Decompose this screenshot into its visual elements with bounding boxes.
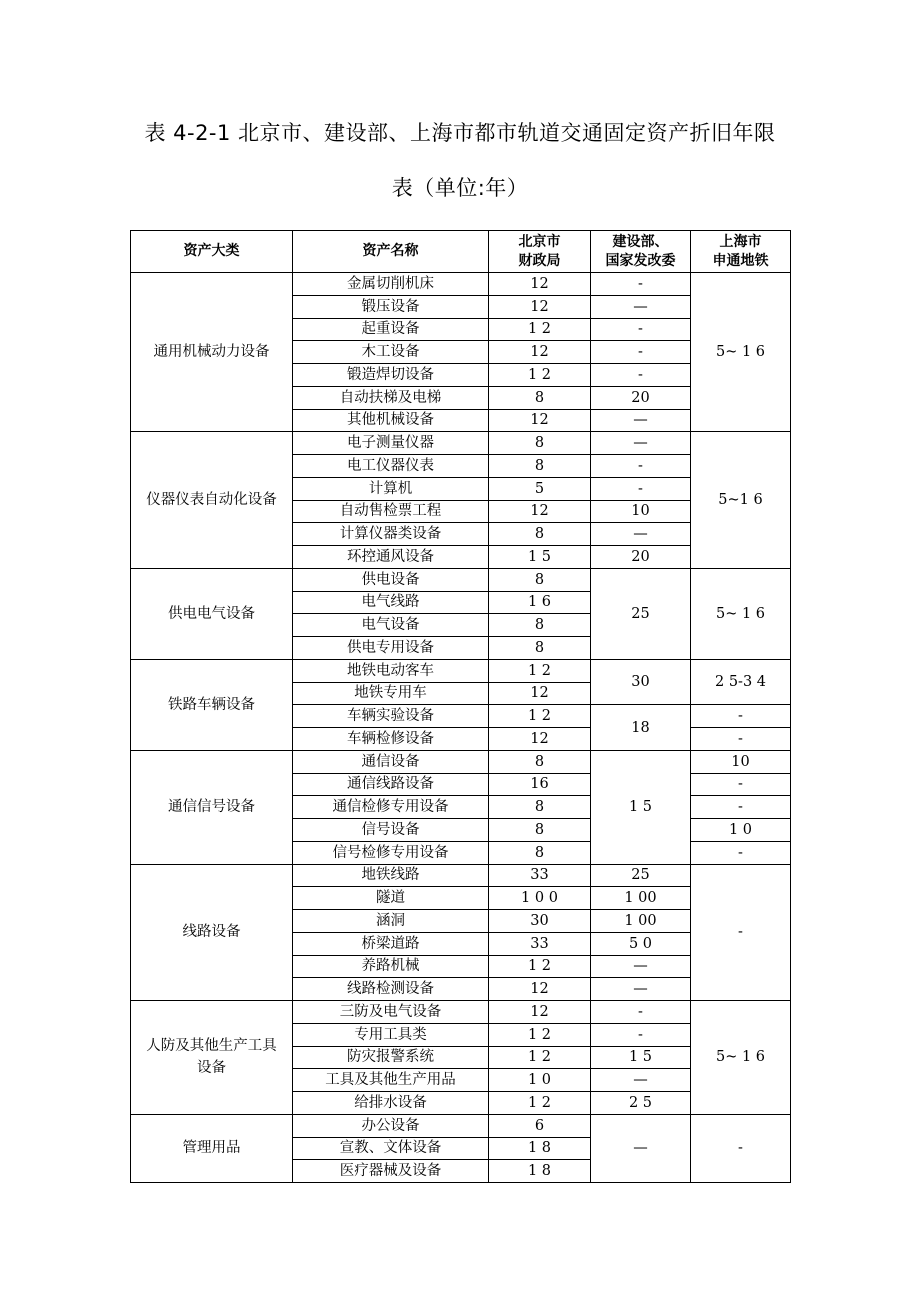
ministry-value-cell: — bbox=[591, 432, 691, 455]
asset-name-cell: 自动扶梯及电梯 bbox=[293, 386, 489, 409]
asset-name-cell: 计算仪器类设备 bbox=[293, 523, 489, 546]
category-cell: 管理用品 bbox=[131, 1114, 293, 1182]
asset-name-cell: 地铁线路 bbox=[293, 864, 489, 887]
asset-name-cell: 锻造焊切设备 bbox=[293, 364, 489, 387]
beijing-value-cell: 1 2 bbox=[489, 364, 591, 387]
shanghai-value-cell: - bbox=[691, 728, 791, 751]
ministry-value-cell: 25 bbox=[591, 568, 691, 659]
asset-name-cell: 给排水设备 bbox=[293, 1092, 489, 1115]
beijing-value-cell: 8 bbox=[489, 637, 591, 660]
shanghai-value-cell: 2 5-3 4 bbox=[691, 659, 791, 705]
header-ministry: 建设部、 国家发改委 bbox=[591, 231, 691, 273]
ministry-value-cell: - bbox=[591, 318, 691, 341]
ministry-value-cell: 1 00 bbox=[591, 910, 691, 933]
beijing-value-cell: 8 bbox=[489, 568, 591, 591]
ministry-value-cell: 30 bbox=[591, 659, 691, 705]
beijing-value-cell: 12 bbox=[489, 682, 591, 705]
asset-name-cell: 通信线路设备 bbox=[293, 773, 489, 796]
ministry-value-cell: 20 bbox=[591, 386, 691, 409]
asset-name-cell: 涵洞 bbox=[293, 910, 489, 933]
asset-name-cell: 专用工具类 bbox=[293, 1023, 489, 1046]
asset-name-cell: 电气线路 bbox=[293, 591, 489, 614]
table-title-line-1: 表 4-2-1 北京市、建设部、上海市都市轨道交通固定资产折旧年限 bbox=[144, 121, 776, 145]
asset-name-cell: 通信检修专用设备 bbox=[293, 796, 489, 819]
asset-name-cell: 防灾报警系统 bbox=[293, 1046, 489, 1069]
header-asset-name: 资产名称 bbox=[293, 231, 489, 273]
asset-name-cell: 办公设备 bbox=[293, 1114, 489, 1137]
shanghai-value-cell: 5~ 1 6 bbox=[691, 273, 791, 432]
table-row bbox=[131, 568, 791, 591]
category-cell: 供电电气设备 bbox=[131, 568, 293, 659]
ministry-value-cell: - bbox=[591, 455, 691, 478]
asset-name-cell: 地铁电动客车 bbox=[293, 659, 489, 682]
asset-name-cell: 电工仪器仪表 bbox=[293, 455, 489, 478]
beijing-value-cell: 1 6 bbox=[489, 591, 591, 614]
beijing-value-cell: 12 bbox=[489, 273, 591, 296]
shanghai-value-cell: 1 0 bbox=[691, 819, 791, 842]
beijing-value-cell: 12 bbox=[489, 409, 591, 432]
asset-name-cell: 线路检测设备 bbox=[293, 978, 489, 1001]
asset-name-cell: 桥梁道路 bbox=[293, 932, 489, 955]
asset-name-cell: 通信设备 bbox=[293, 750, 489, 773]
ministry-value-cell: 1 5 bbox=[591, 1046, 691, 1069]
asset-name-cell: 信号设备 bbox=[293, 819, 489, 842]
ministry-value-cell: 25 bbox=[591, 864, 691, 887]
beijing-value-cell: 6 bbox=[489, 1114, 591, 1137]
beijing-value-cell: 30 bbox=[489, 910, 591, 933]
category-cell: 通用机械动力设备 bbox=[131, 273, 293, 432]
ministry-value-cell: - bbox=[591, 1001, 691, 1024]
ministry-value-cell: - bbox=[591, 273, 691, 296]
ministry-value-cell: 1 00 bbox=[591, 887, 691, 910]
asset-name-cell: 医疗器械及设备 bbox=[293, 1160, 489, 1183]
ministry-value-cell: 20 bbox=[591, 546, 691, 569]
beijing-value-cell: 33 bbox=[489, 864, 591, 887]
beijing-value-cell: 8 bbox=[489, 614, 591, 637]
shanghai-value-cell: 5~ 1 6 bbox=[691, 1001, 791, 1115]
category-cell: 通信信号设备 bbox=[131, 750, 293, 864]
beijing-value-cell: 1 2 bbox=[489, 318, 591, 341]
beijing-value-cell: 1 2 bbox=[489, 1092, 591, 1115]
beijing-value-cell: 1 8 bbox=[489, 1160, 591, 1183]
ministry-value-cell: - bbox=[591, 477, 691, 500]
asset-name-cell: 养路机械 bbox=[293, 955, 489, 978]
asset-name-cell: 三防及电气设备 bbox=[293, 1001, 489, 1024]
asset-name-cell: 供电专用设备 bbox=[293, 637, 489, 660]
asset-name-cell: 锻压设备 bbox=[293, 295, 489, 318]
beijing-value-cell: 8 bbox=[489, 432, 591, 455]
asset-name-cell: 车辆实验设备 bbox=[293, 705, 489, 728]
asset-name-cell: 计算机 bbox=[293, 477, 489, 500]
shanghai-value-cell: 5~1 6 bbox=[691, 432, 791, 569]
table-row bbox=[131, 659, 791, 682]
beijing-value-cell: 12 bbox=[489, 500, 591, 523]
asset-name-cell: 工具及其他生产用品 bbox=[293, 1069, 489, 1092]
asset-name-cell: 信号检修专用设备 bbox=[293, 841, 489, 864]
shanghai-value-cell: - bbox=[691, 796, 791, 819]
beijing-value-cell: 1 5 bbox=[489, 546, 591, 569]
asset-name-cell: 宣教、文体设备 bbox=[293, 1137, 489, 1160]
asset-name-cell: 电气设备 bbox=[293, 614, 489, 637]
beijing-value-cell: 8 bbox=[489, 523, 591, 546]
asset-name-cell: 起重设备 bbox=[293, 318, 489, 341]
beijing-value-cell: 5 bbox=[489, 477, 591, 500]
ministry-value-cell: - bbox=[591, 341, 691, 364]
ministry-value-cell: 1 5 bbox=[591, 750, 691, 864]
table-row bbox=[131, 1001, 791, 1024]
ministry-value-cell: - bbox=[591, 1023, 691, 1046]
shanghai-value-cell: - bbox=[691, 773, 791, 796]
asset-name-cell: 自动售检票工程 bbox=[293, 500, 489, 523]
shanghai-value-cell: - bbox=[691, 841, 791, 864]
asset-name-cell: 木工设备 bbox=[293, 341, 489, 364]
beijing-value-cell: 12 bbox=[489, 341, 591, 364]
ministry-value-cell: — bbox=[591, 1069, 691, 1092]
ministry-value-cell: — bbox=[591, 523, 691, 546]
table-row bbox=[131, 273, 791, 296]
ministry-value-cell: 18 bbox=[591, 705, 691, 751]
ministry-value-cell: — bbox=[591, 955, 691, 978]
shanghai-value-cell: - bbox=[691, 864, 791, 1001]
beijing-value-cell: 1 2 bbox=[489, 659, 591, 682]
beijing-value-cell: 1 0 bbox=[489, 1069, 591, 1092]
ministry-value-cell: — bbox=[591, 409, 691, 432]
beijing-value-cell: 12 bbox=[489, 978, 591, 1001]
table-title-line-2: 表（单位:年） bbox=[391, 176, 529, 200]
beijing-value-cell: 1 2 bbox=[489, 1046, 591, 1069]
beijing-value-cell: 1 2 bbox=[489, 705, 591, 728]
asset-name-cell: 金属切削机床 bbox=[293, 273, 489, 296]
asset-name-cell: 地铁专用车 bbox=[293, 682, 489, 705]
beijing-value-cell: 12 bbox=[489, 728, 591, 751]
asset-name-cell: 隧道 bbox=[293, 887, 489, 910]
beijing-value-cell: 1 2 bbox=[489, 955, 591, 978]
beijing-value-cell: 1 0 0 bbox=[489, 887, 591, 910]
table-row bbox=[131, 864, 791, 887]
header-beijing: 北京市 财政局 bbox=[489, 231, 591, 273]
depreciation-table bbox=[130, 230, 791, 1183]
category-cell: 人防及其他生产工具设备 bbox=[131, 1001, 293, 1115]
beijing-value-cell: 8 bbox=[489, 455, 591, 478]
beijing-value-cell: 8 bbox=[489, 750, 591, 773]
header-category: 资产大类 bbox=[131, 231, 293, 273]
ministry-value-cell: — bbox=[591, 295, 691, 318]
asset-name-cell: 供电设备 bbox=[293, 568, 489, 591]
shanghai-value-cell: - bbox=[691, 705, 791, 728]
beijing-value-cell: 12 bbox=[489, 295, 591, 318]
shanghai-value-cell: 10 bbox=[691, 750, 791, 773]
asset-name-cell: 环控通风设备 bbox=[293, 546, 489, 569]
beijing-value-cell: 1 2 bbox=[489, 1023, 591, 1046]
category-cell: 线路设备 bbox=[131, 864, 293, 1001]
ministry-value-cell: 10 bbox=[591, 500, 691, 523]
beijing-value-cell: 8 bbox=[489, 819, 591, 842]
table-row bbox=[131, 432, 791, 455]
table-header-row bbox=[131, 231, 791, 273]
beijing-value-cell: 1 8 bbox=[489, 1137, 591, 1160]
ministry-value-cell: — bbox=[591, 1114, 691, 1182]
category-cell: 铁路车辆设备 bbox=[131, 659, 293, 750]
beijing-value-cell: 33 bbox=[489, 932, 591, 955]
shanghai-value-cell: - bbox=[691, 1114, 791, 1182]
asset-name-cell: 其他机械设备 bbox=[293, 409, 489, 432]
asset-name-cell: 车辆检修设备 bbox=[293, 728, 489, 751]
beijing-value-cell: 16 bbox=[489, 773, 591, 796]
table-row bbox=[131, 750, 791, 773]
ministry-value-cell: 5 0 bbox=[591, 932, 691, 955]
ministry-value-cell: 2 5 bbox=[591, 1092, 691, 1115]
beijing-value-cell: 8 bbox=[489, 386, 591, 409]
beijing-value-cell: 8 bbox=[489, 841, 591, 864]
beijing-value-cell: 8 bbox=[489, 796, 591, 819]
asset-name-cell: 电子测量仪器 bbox=[293, 432, 489, 455]
category-cell: 仪器仪表自动化设备 bbox=[131, 432, 293, 569]
ministry-value-cell: — bbox=[591, 978, 691, 1001]
table-row bbox=[131, 1114, 791, 1137]
shanghai-value-cell: 5~ 1 6 bbox=[691, 568, 791, 659]
table-body bbox=[131, 273, 791, 1183]
header-shanghai: 上海市 申通地铁 bbox=[691, 231, 791, 273]
beijing-value-cell: 12 bbox=[489, 1001, 591, 1024]
ministry-value-cell: - bbox=[591, 364, 691, 387]
